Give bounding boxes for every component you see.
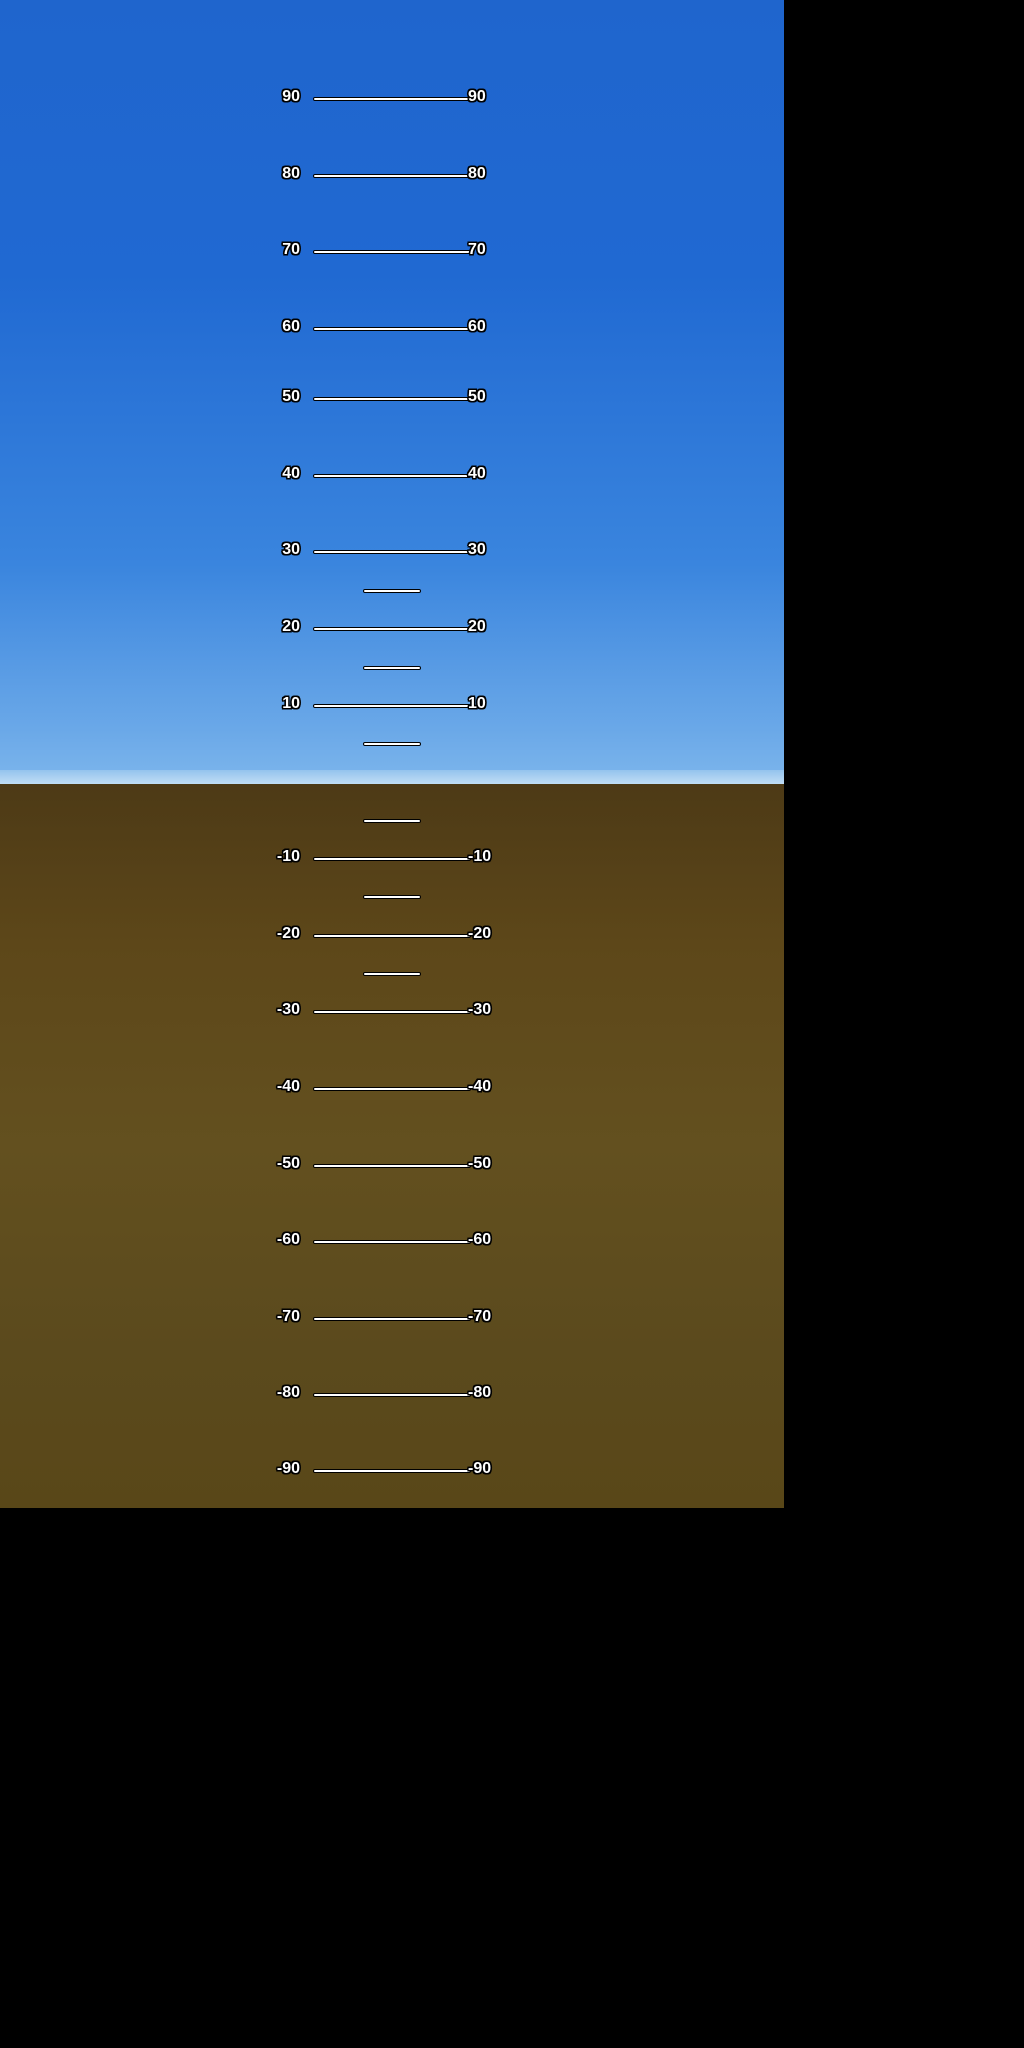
pitch-ladder-bar <box>363 589 421 593</box>
pitch-label-left: -30 <box>276 1001 300 1018</box>
pitch-label-left: 50 <box>282 388 300 405</box>
pitch-label-right: -20 <box>468 925 492 942</box>
pitch-ladder-bar <box>313 1240 471 1244</box>
pitch-ladder-bar <box>313 857 471 861</box>
pitch-ladder-bar <box>313 934 471 938</box>
pitch-label-right: -70 <box>468 1308 492 1325</box>
pitch-ladder-bar <box>363 819 421 823</box>
pitch-label-left: -50 <box>276 1155 300 1172</box>
pitch-label-left: -20 <box>276 925 300 942</box>
pitch-ladder-bar <box>313 1087 471 1091</box>
letterbox-bottom <box>0 1508 784 2048</box>
pitch-label-left: 20 <box>282 618 300 635</box>
letterbox-right <box>784 0 1024 2048</box>
pitch-ladder-bar <box>313 250 471 254</box>
pitch-label-right: -10 <box>468 848 492 865</box>
pitch-label-right: 20 <box>468 618 486 635</box>
pitch-ladder-bar <box>313 97 471 101</box>
pitch-label-right: -60 <box>468 1231 492 1248</box>
pitch-ladder-bar <box>313 397 471 401</box>
pitch-label-left: 70 <box>282 241 300 258</box>
pitch-label-right: -30 <box>468 1001 492 1018</box>
pitch-label-left: 10 <box>282 695 300 712</box>
pitch-label-left: -90 <box>276 1460 300 1477</box>
pitch-label-left: 40 <box>282 465 300 482</box>
pitch-label-left: 80 <box>282 165 300 182</box>
pitch-label-right: 30 <box>468 541 486 558</box>
pitch-ladder-bar <box>313 327 471 331</box>
pitch-label-right: 40 <box>468 465 486 482</box>
pitch-ladder-bar <box>363 972 421 976</box>
pitch-label-right: 70 <box>468 241 486 258</box>
pitch-ladder-bar <box>363 666 421 670</box>
pitch-ladder-bar <box>313 1317 471 1321</box>
pitch-label-right: -50 <box>468 1155 492 1172</box>
pitch-ladder-bar <box>313 704 471 708</box>
pitch-label-left: -60 <box>276 1231 300 1248</box>
pitch-ladder-bar <box>313 1393 471 1397</box>
pitch-ladder-bar <box>313 550 471 554</box>
pitch-ladder-bar <box>313 1010 471 1014</box>
pitch-label-right: -90 <box>468 1460 492 1477</box>
pitch-label-right: 50 <box>468 388 486 405</box>
pitch-ladder-bar <box>313 1469 471 1473</box>
pitch-ladder-bar <box>313 174 471 178</box>
pitch-label-left: -40 <box>276 1078 300 1095</box>
pitch-label-left: 30 <box>282 541 300 558</box>
pitch-label-left: 90 <box>282 88 300 105</box>
pitch-label-right: 80 <box>468 165 486 182</box>
pitch-label-left: -80 <box>276 1384 300 1401</box>
pitch-label-left: -10 <box>276 848 300 865</box>
pitch-label-right: 90 <box>468 88 486 105</box>
pitch-ladder-bar <box>313 474 471 478</box>
pitch-ladder-bar <box>313 627 471 631</box>
pitch-ladder-bar <box>363 895 421 899</box>
pitch-label-left: -70 <box>276 1308 300 1325</box>
pitch-label-right: -40 <box>468 1078 492 1095</box>
pitch-label-right: -80 <box>468 1384 492 1401</box>
pitch-ladder-bar <box>313 1164 471 1168</box>
pitch-label-right: 10 <box>468 695 486 712</box>
pitch-ladder-bar <box>363 742 421 746</box>
pitch-label-right: 60 <box>468 318 486 335</box>
pitch-label-left: 60 <box>282 318 300 335</box>
